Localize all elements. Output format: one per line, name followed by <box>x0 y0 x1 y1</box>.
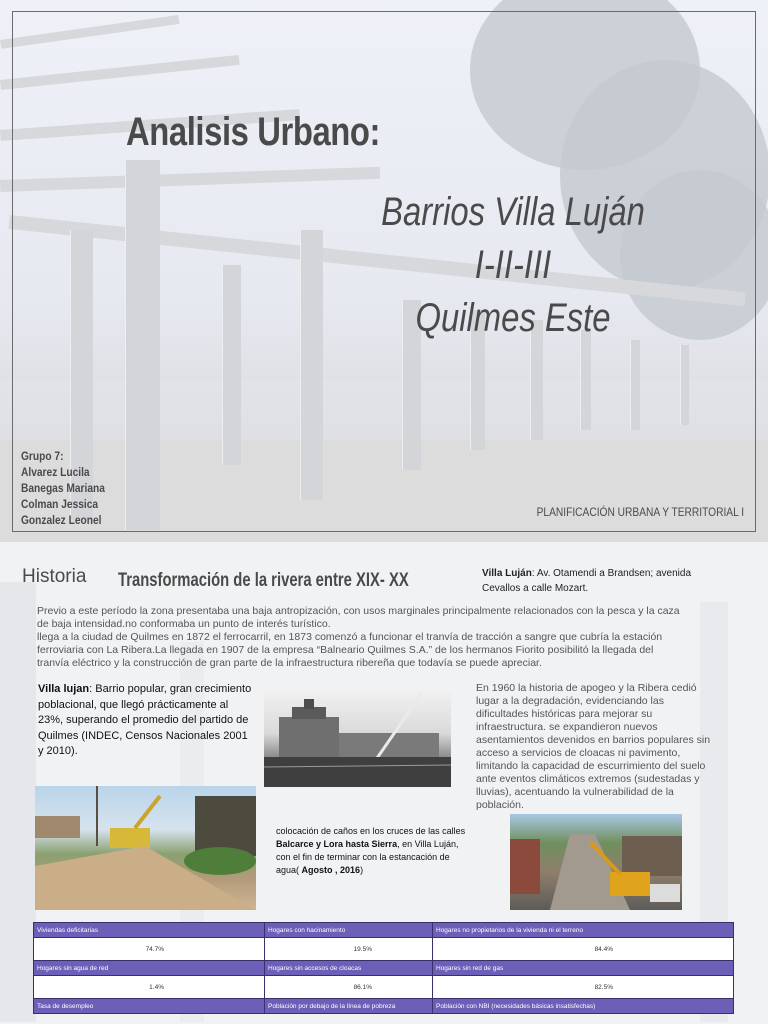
historia-slide <box>0 542 768 1024</box>
section-title: Transformación de la rivera entre XIX- XX <box>118 570 409 591</box>
cover-subtitle-line-3: Quilmes Este <box>415 296 611 340</box>
group-label: Grupo 7: <box>21 449 64 463</box>
caption-date: Agosto , 2016 <box>301 865 361 875</box>
stat-label: Hogares sin red de gas <box>433 961 734 976</box>
villa-heading: Villa lujan <box>38 683 90 695</box>
table-row-values <box>34 976 734 999</box>
stat-label: Hogares no propietarios de la vivienda ni el terreno <box>433 923 734 938</box>
caption-text: colocación de caños en los cruces de las calles <box>276 826 466 836</box>
villa-text: : Barrio popular, gran crecimiento poblacional, que llegó prácticamente al 23%, superando el promedio del partido de Quilmes (INDEC, Censos Nacionales 2001 y 2010). <box>38 683 252 757</box>
stat-label: Población con NBI (necesidades básicas insatisfechas) <box>433 999 734 1014</box>
caption-text: , en Villa Luján, con el fin de terminar con la estancación de agua( <box>276 839 459 875</box>
stat-label: Hogares sin agua de red <box>34 961 265 976</box>
villa-lujan-extent-text: : Av. Otamendi a Brandsen; avenida Cevallos a calle Mozart. <box>482 568 692 594</box>
photo-caption <box>276 825 466 877</box>
stat-value: 82.5% <box>433 976 734 999</box>
stat-label: Población por debajo de la línea de pobreza <box>265 999 433 1014</box>
table-row-values <box>34 938 734 961</box>
degradation-paragraph: En 1960 la historia de apogeo y la Ribera cedió lugar a la degradación, evidenciando las dificultades históricas para mejorar su infraestructura. se expandieron nuevos asentamientos devenidos en barrios populares sin acceso a servicios de cloacas ni pavimento, limitando la capacidad de escurrimiento del suelo ante eventos climáticos extremos (sudestadas y lluvias), acentuando la vulnerabilidad de la población. <box>476 682 711 811</box>
stat-value: 1.4% <box>34 976 265 999</box>
background-column <box>0 582 36 1022</box>
table-row-labels <box>34 961 734 976</box>
table-row-labels <box>34 923 734 938</box>
cover-title: Analisis Urbano: <box>126 110 381 154</box>
stat-value: 86.1% <box>265 976 433 999</box>
stat-label: Viviendas deficitarias <box>34 923 265 938</box>
group-members <box>21 448 105 528</box>
member-name: Banegas Mariana <box>21 481 105 495</box>
stat-value: 74.7% <box>34 938 265 961</box>
caption-streets: Balcarce y Lora hasta Sierra <box>276 839 398 849</box>
drainage-works-photo <box>510 814 682 910</box>
caption-text: ) <box>360 865 364 875</box>
member-name: Gonzalez Leonel <box>21 513 102 527</box>
stat-label: Tasa de desempleo <box>34 999 265 1014</box>
member-name: Alvarez Lucila <box>21 465 90 479</box>
villa-lujan-heading: Villa Luján <box>482 568 532 579</box>
section-label: Historia <box>22 566 87 587</box>
stat-value: 19.5% <box>265 938 433 961</box>
villa-lujan-paragraph <box>38 682 253 760</box>
villa-lujan-extent <box>482 566 732 596</box>
table-row-labels <box>34 999 734 1014</box>
historical-station-photo <box>264 689 451 787</box>
cover-subtitle-line-1: Barrios Villa Luján <box>381 190 645 234</box>
street-works-photo <box>35 786 256 910</box>
statistics-table <box>33 922 734 1014</box>
course-name: PLANIFICACIÓN URBANA Y TERRITORIAL I <box>536 505 744 519</box>
stat-label: Hogares con hacinamiento <box>265 923 433 938</box>
stat-value: 84.4% <box>433 938 734 961</box>
cover-subtitle-line-2: I-II-III <box>474 243 552 287</box>
intro-paragraph: Previo a este período la zona presentaba una baja antropización, con usos marginales principalmente relacionados con la pesca y la caza de baja intensidad.no conformaba un punto de interés turístico. llega a la ciudad de Quilmes en 1872 el ferrocarril, en 1873 comenzó a funcionar el tranvía de tracción a sangre que cubría la estación ferroviaria con La Ribera.La llegada en 1907 de la empresa “Balneario Quilmes S.A.” de los hermanos Fiorito posibilitó la llegada del tranvía eléctrico y la construcción de gran parte de la infraestructura ribereña que todavía se puede apreciar. <box>37 605 680 669</box>
member-name: Colman Jessica <box>21 497 99 511</box>
stat-label: Hogares sin accesos de cloacas <box>265 961 433 976</box>
